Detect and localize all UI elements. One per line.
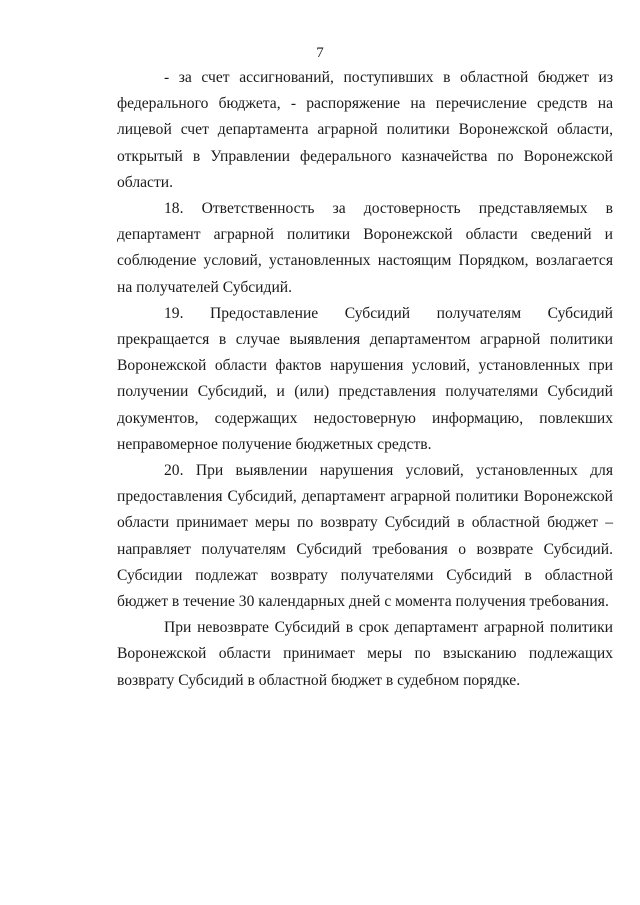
page-number: 7 [316,45,324,61]
paragraph-19-termination: 19. Предоставление Субсидий получателям Субсидий прекращается в случае выявления департаментом аграрной политики Воронежской области фактов нарушения условий, установленных при получении Субсидий, и (или) представления получателями Субсидий документов, содержащих недостоверную информацию, повлекших неправомерное получение бюджетных средств. [117,304,613,453]
paragraph-non-return: При невозврате Субсидий в срок департамент аграрной политики Воронежской области принимает меры по взысканию подлежащих возврату Субсидий в областной бюджет в судебном порядке. [117,619,613,689]
paragraph-20-violation: 20. При выявлении нарушения условий, установленных для предоставления Субсидий, департамент аграрной политики Воронежской области принимает меры по возврату Субсидий в областной бюджет – направляет получателям Субсидий требования о возврате Субсидий. Субсидии подлежат возврату получателями Субсидий в областной бюджет в течение 30 календарных дней с момента получения требования. [117,462,613,611]
paragraph-funding-federal: - за счет ассигнований, поступивших в областной бюджет из федерального бюджета, - распоряжение на перечисление средств на лицевой счет департамента аграрной политики Воронежской области, открытый в Управлении федерального казначейства по Воронежской области. [117,69,613,191]
document-body [117,65,613,694]
paragraph-18-responsibility: 18. Ответственность за достоверность представляемых в департамент аграрной политики Воронежской области сведений и соблюдение условий, установленных настоящим Порядком, возлагается на получателей Субсидий. [117,200,613,296]
